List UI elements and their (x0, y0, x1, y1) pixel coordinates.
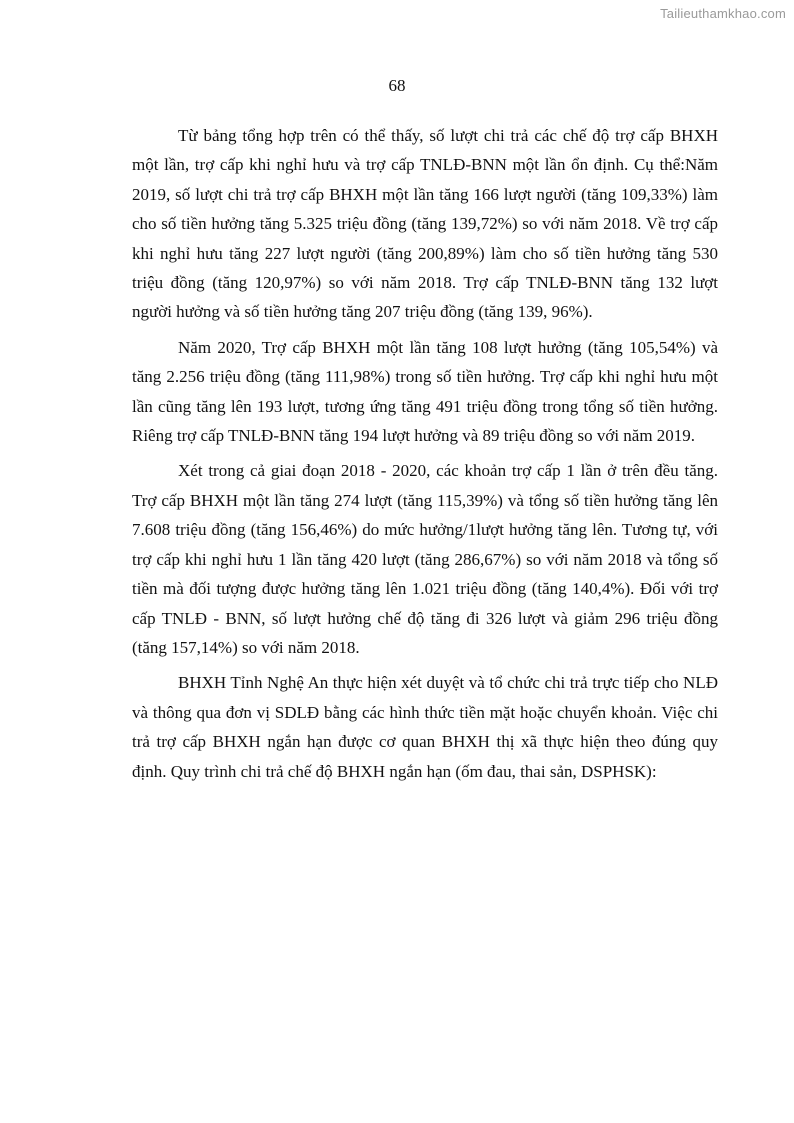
paragraph-2020: Năm 2020, Trợ cấp BHXH một lần tăng 108 lượt hưởng (tăng 105,54%) và tăng 2.256 triệu đồng (tăng 111,98%) trong số tiền hưởng. Trợ cấp khi nghỉ hưu một lần cũng tăng lên 193 lượt, tương ứng tăng 491 triệu đồng trong tổng số tiền hưởng. Riêng trợ cấp TNLĐ-BNN tăng 194 lượt hưởng và 89 triệu đồng so với năm 2019. (132, 337, 718, 446)
page-number: 68 (388, 76, 406, 95)
paragraph-summary-2019: Từ bảng tổng hợp trên có thể thấy, số lượt chi trả các chế độ trợ cấp BHXH một lần, trợ cấp khi nghỉ hưu và trợ cấp TNLĐ-BNN một lần ổn định. Cụ thể:Năm 2019, số lượt chi trả trợ cấp BHXH một lần tăng 166 lượt người (tăng 109,33%) làm cho số tiền hưởng tăng 5.325 triệu đồng (tăng 139,72%) so với năm 2018. Về trợ cấp khi nghỉ hưu tăng 227 lượt người (tăng 200,89%) làm cho số tiền hưởng tăng 530 triệu đồng (tăng 120,97%) so với năm 2018. Trợ cấp TNLĐ-BNN tăng 132 lượt người hưởng và số tiền hưởng tăng 207 triệu đồng (tăng 139, 96%). (132, 126, 718, 322)
paragraph-payment-process: BHXH Tỉnh Nghệ An thực hiện xét duyệt và tổ chức chi trả trực tiếp cho NLĐ và thông qua đơn vị SDLĐ bằng các hình thức tiền mặt hoặc chuyển khoản. Việc chi trả trợ cấp BHXH ngắn hạn được cơ quan BHXH thị xã thực hiện theo đúng quy định. Quy trình chi trả chế độ BHXH ngắn hạn (ốm đau, thai sản, DSPHSK): (132, 673, 718, 781)
watermark: Tailieuthamkhao.com (660, 6, 786, 21)
body-text (132, 121, 718, 792)
paragraph-period-2018-2020: Xét trong cả giai đoạn 2018 - 2020, các khoản trợ cấp 1 lần ở trên đều tăng. Trợ cấp BHXH một lần tăng 274 lượt (tăng 115,39%) và tổng số tiền hưởng tăng lên 7.608 triệu đồng (tăng 156,46%) do mức hưởng/1lượt hưởng tăng lên. Tương tự, với trợ cấp khi nghỉ hưu 1 lần tăng 420 lượt (tăng 286,67%) so với năm 2018 và tổng số tiền mà đối tượng được hưởng tăng lên 1.021 triệu đồng (tăng 140,4%). Đối với trợ cấp TNLĐ - BNN, số lượt hưởng chế độ tăng đi 326 lượt và giảm 296 triệu đồng (tăng 157,14%) so với năm 2018. (132, 461, 718, 657)
